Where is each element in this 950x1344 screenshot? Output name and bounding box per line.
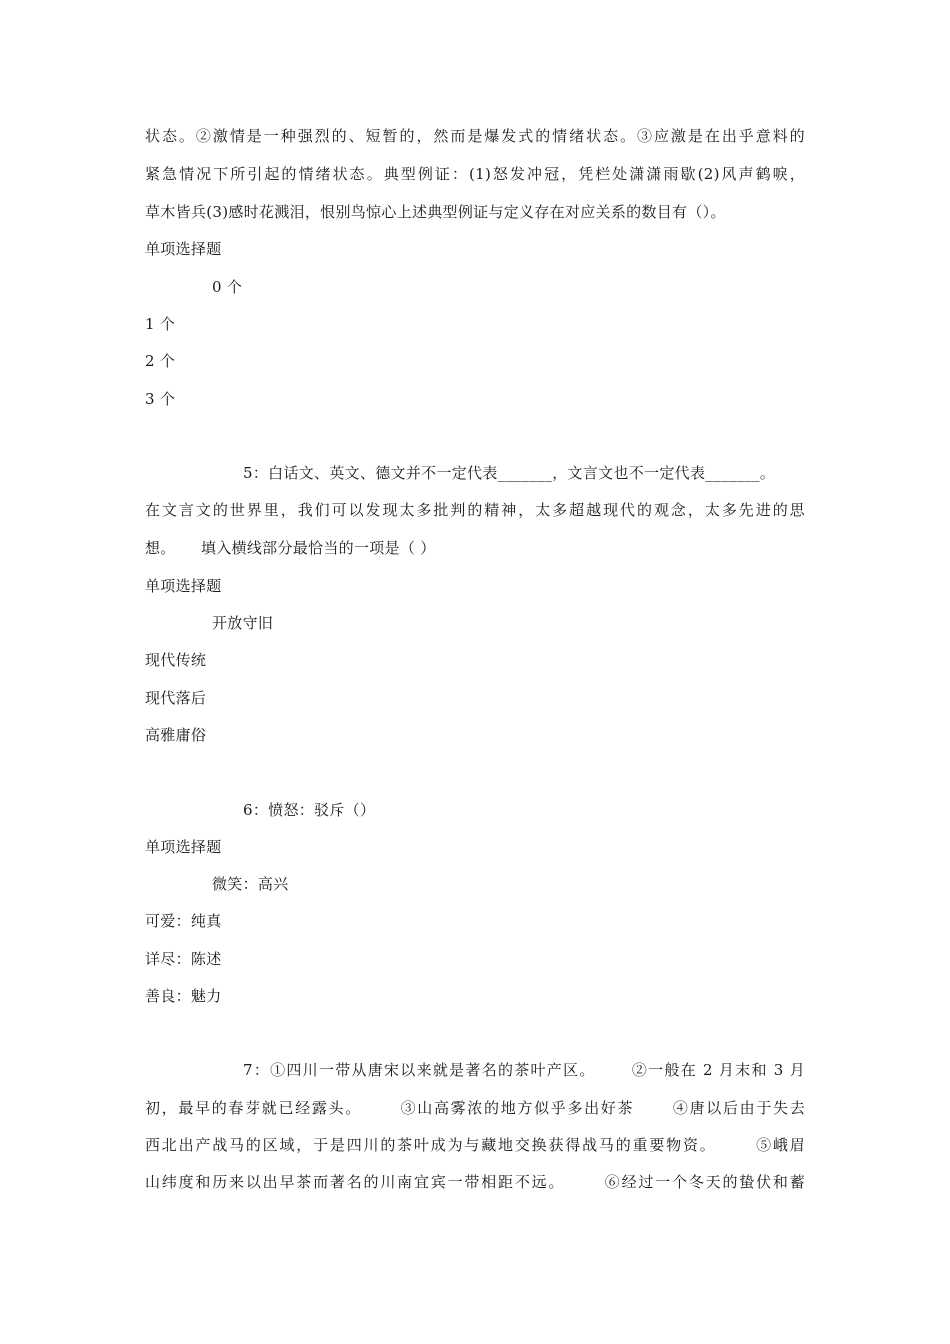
q4-option-d: 3 个 <box>145 390 176 408</box>
q4-stem-line-2: 紧急情况下所引起的情绪状态。典型例证：(1)怒发冲冠，凭栏处潇潇雨歇(2)风声鹤唳， <box>145 165 805 183</box>
q5-stem-line-2: 在文言文的世界里，我们可以发现太多批判的精神，太多超越现代的观念，太多先进的思 <box>145 501 805 519</box>
q7-stem-line-2: 初，最早的春芽就已经露头。 ③山高雾浓的地方似乎多出好茶 ④唐以后由于失去 <box>145 1099 805 1117</box>
q4-option-b: 1 个 <box>145 315 176 333</box>
q5-option-a: 开放守旧 <box>212 614 274 632</box>
q7-stem-line-4: 山纬度和历来以出早茶而著名的川南宜宾一带相距不远。 ⑥经过一个冬天的蛰伏和蓄 <box>145 1173 805 1191</box>
q5-question-type: 单项选择题 <box>145 577 222 595</box>
q6-option-a: 微笑：高兴 <box>212 875 289 893</box>
q4-option-c: 2 个 <box>145 352 176 370</box>
q4-stem-line-3: 草木皆兵(3)感时花溅泪，恨别鸟惊心上述典型例证与定义存在对应关系的数目有（）。 <box>145 203 726 221</box>
q4-stem-line-1: 状态。②激情是一种强烈的、短暂的，然而是爆发式的情绪状态。③应激是在出乎意料的 <box>145 127 805 145</box>
q6-option-d: 善良：魅力 <box>145 987 222 1005</box>
q6-option-b: 可爱：纯真 <box>145 912 222 930</box>
q7-stem-line-3: 西北出产战马的区域，于是四川的茶叶成为与藏地交换获得战马的重要物资。 ⑤峨眉 <box>145 1136 805 1154</box>
q5-stem-line-3: 想。 填入横线部分最恰当的一项是（ ） <box>145 539 436 557</box>
q6-stem-line-1: 6：愤怒：驳斥（） <box>243 801 376 819</box>
q6-option-c: 详尽：陈述 <box>145 950 222 968</box>
q4-option-a: 0 个 <box>212 278 243 296</box>
q5-option-d: 高雅庸俗 <box>145 726 207 744</box>
q5-option-b: 现代传统 <box>145 651 207 669</box>
q5-option-c: 现代落后 <box>145 689 207 707</box>
q6-question-type: 单项选择题 <box>145 838 222 856</box>
q7-stem-line-1: 7：①四川一带从唐宋以来就是著名的茶叶产区。 ②一般在 2 月末和 3 月 <box>243 1061 805 1079</box>
q5-stem-line-1: 5：白话文、英文、德文并不一定代表_______，文言文也不一定代表_______。 <box>243 464 776 482</box>
q4-question-type: 单项选择题 <box>145 240 222 258</box>
